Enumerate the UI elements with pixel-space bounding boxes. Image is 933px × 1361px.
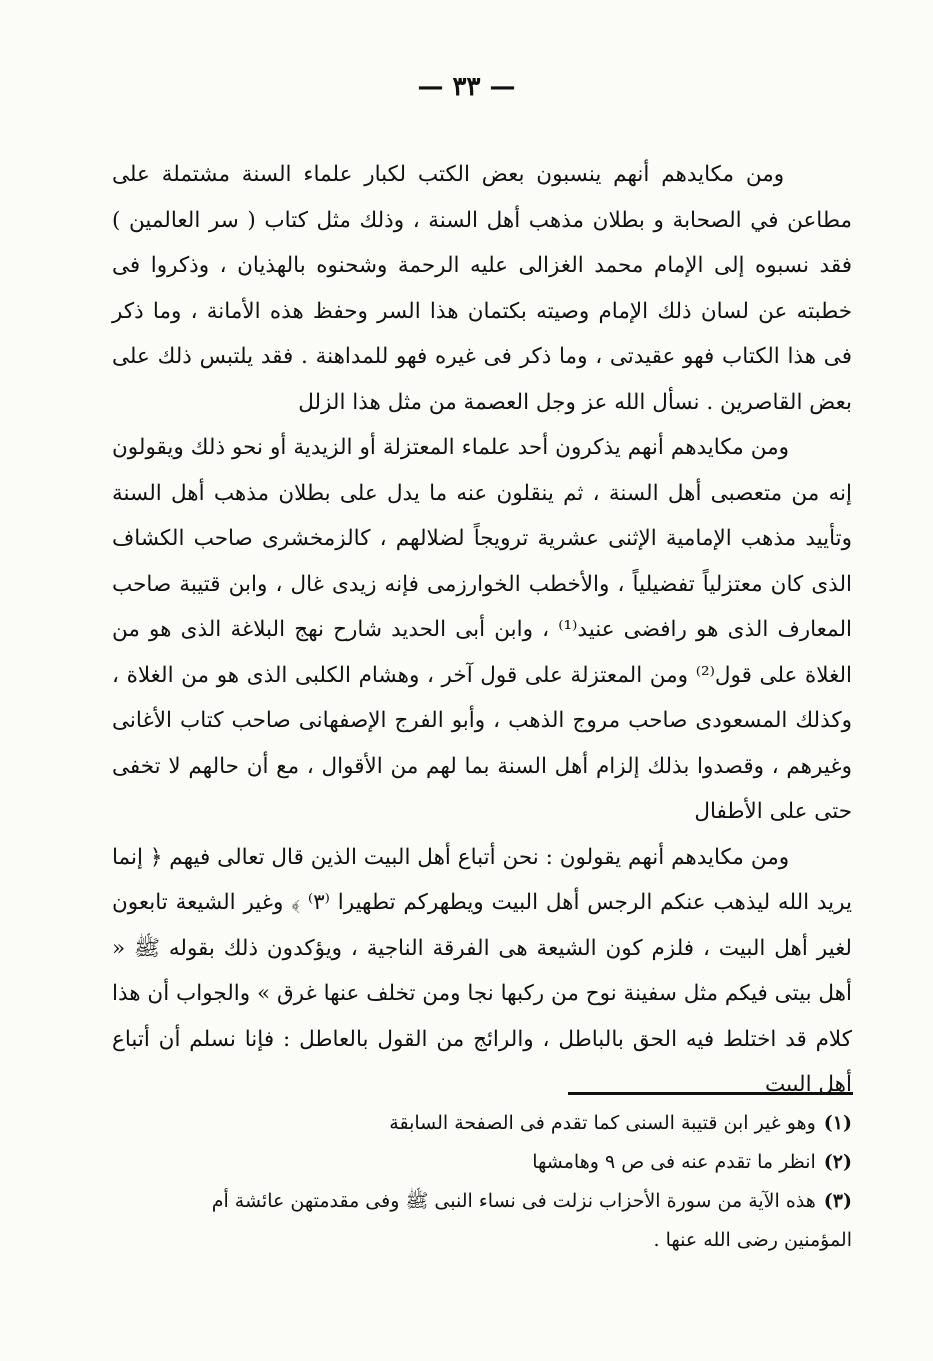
text-line: في الصحابة و بطلان مذهب أهل السنة ، وذلك مثل كتاب ( سر العالمين ) فقد نسبوه إلى bbox=[112, 207, 852, 278]
text-line: وما ذكر فى غيره فهو للمداهنة . فقد يلتبس ذلك على بعض القاصرين . نسأل الله عز وجل bbox=[112, 344, 852, 415]
text-line: الله ليذهب عنكم الرجس أهل البيت ويطهركم تطهيرا ⁽٣⁾ ﴾ وغير الشيعة تابعون لغير bbox=[112, 890, 852, 961]
footnote-number: (١) bbox=[823, 1112, 852, 1134]
text-line: وصيته بكتمان هذا السر وحفظ هذه الأمانة ، وما ذكر فى هذا الكتاب فهو عقيدتى ، bbox=[112, 298, 852, 369]
paragraph bbox=[112, 425, 852, 835]
text-line: الإمام محمد الغزالى عليه الرحمة وشحنوه بالهذيان ، وذكروا فى خطبته عن لسان ذلك الإمام bbox=[112, 253, 852, 324]
text-line: مذهب الإمامية الإثنى عشرية ترويجاً لضلالهم ، كالزمخشرى صاحب الكشاف الذى كان bbox=[112, 526, 852, 597]
footnote bbox=[112, 1104, 852, 1143]
page-number: — ٣٣ — bbox=[417, 72, 516, 102]
text-line: بيتى فيكم مثل سفينة نوح من ركبها نجا ومن تخلف عنها غرق » والجواب أن هذا كلام bbox=[112, 981, 853, 1052]
footnote bbox=[112, 1182, 852, 1221]
text-line: مروج الذهب ، وأبو الفرج الإصفهانى صاحب كتاب الأغانى وغيرهم ، وقصدوا بذلك bbox=[112, 708, 852, 779]
text-line: هو رافضى عنيد⁽¹⁾ ، وابن أبى الحديد شارح نهج البلاغة الذى هو من الغلاة على قول⁽²⁾ ومن bbox=[112, 617, 853, 688]
body-text bbox=[112, 152, 852, 1108]
paragraph bbox=[112, 152, 852, 425]
footnote-text: وهو غير ابن قتيبة السنى كما تقدم فى الصفحة السابقة bbox=[389, 1112, 816, 1134]
paragraph bbox=[112, 835, 852, 1108]
footnote-text: هذه الآية من سورة الأحزاب نزلت فى نساء النبى ﷺ وفى مقدمتهن عائشة أم bbox=[211, 1190, 816, 1212]
footnote-number: (٣) bbox=[823, 1190, 852, 1212]
text-line: العصمة من مثل هذا الزلل bbox=[298, 389, 530, 415]
text-line: ومن مكايدهم أنهم يقولون : نحن أتباع أهل البيت الذين قال تعالى فيهم ﴿ إنما يريد bbox=[112, 844, 853, 915]
footnote bbox=[112, 1143, 852, 1182]
text-line: أهل البيت ، فلزم كون الشيعة هى الفرقة الناجية ، ويؤكدون ذلك بقوله ﷺ « أهل bbox=[112, 935, 852, 1006]
text-line: ومن مكايدهم أنهم ينسبون بعض الكتب لكبار علماء السنة مشتملة على مطاعن bbox=[112, 162, 852, 233]
text-line: إلزام أهل السنة بما لهم من الأقوال ، مع أن حالهم لا تخفى حتى على الأطفال bbox=[112, 753, 852, 824]
text-line: المعتزلة على قول آخر ، وهشام الكلبى الذى هو من الغلاة ، وكذلك المسعودى صاحب bbox=[112, 662, 852, 733]
text-line: من متعصبى أهل السنة ، ثم ينقلون عنه ما يدل على بطلان مذهب أهل السنة وتأييد bbox=[112, 480, 852, 551]
footnotes bbox=[112, 1104, 852, 1260]
text-line: قد اختلط فيه الحق بالباطل ، والرائج من القول بالعاطل : فإنا نسلم أن أتباع أهل البيت bbox=[112, 1026, 852, 1097]
footnote-divider bbox=[568, 1092, 853, 1095]
footnote-text: المؤمنين رضى الله عنها . bbox=[653, 1229, 852, 1251]
text-line: معتزلياً تفضيلياً ، والأخطب الخوارزمى فإنه زيدى غال ، وابن قتيبة صاحب المعارف الذى bbox=[112, 571, 853, 642]
footnote-continuation bbox=[112, 1221, 852, 1260]
footnote-number: (٢) bbox=[823, 1151, 852, 1173]
footnote-text: انظر ما تقدم عنه فى ص ٩ وهامشها bbox=[532, 1151, 816, 1173]
text-line: ومن مكايدهم أنهم يذكرون أحد علماء المعتزلة أو الزيدية أو نحو ذلك ويقولون إنه bbox=[112, 435, 852, 506]
